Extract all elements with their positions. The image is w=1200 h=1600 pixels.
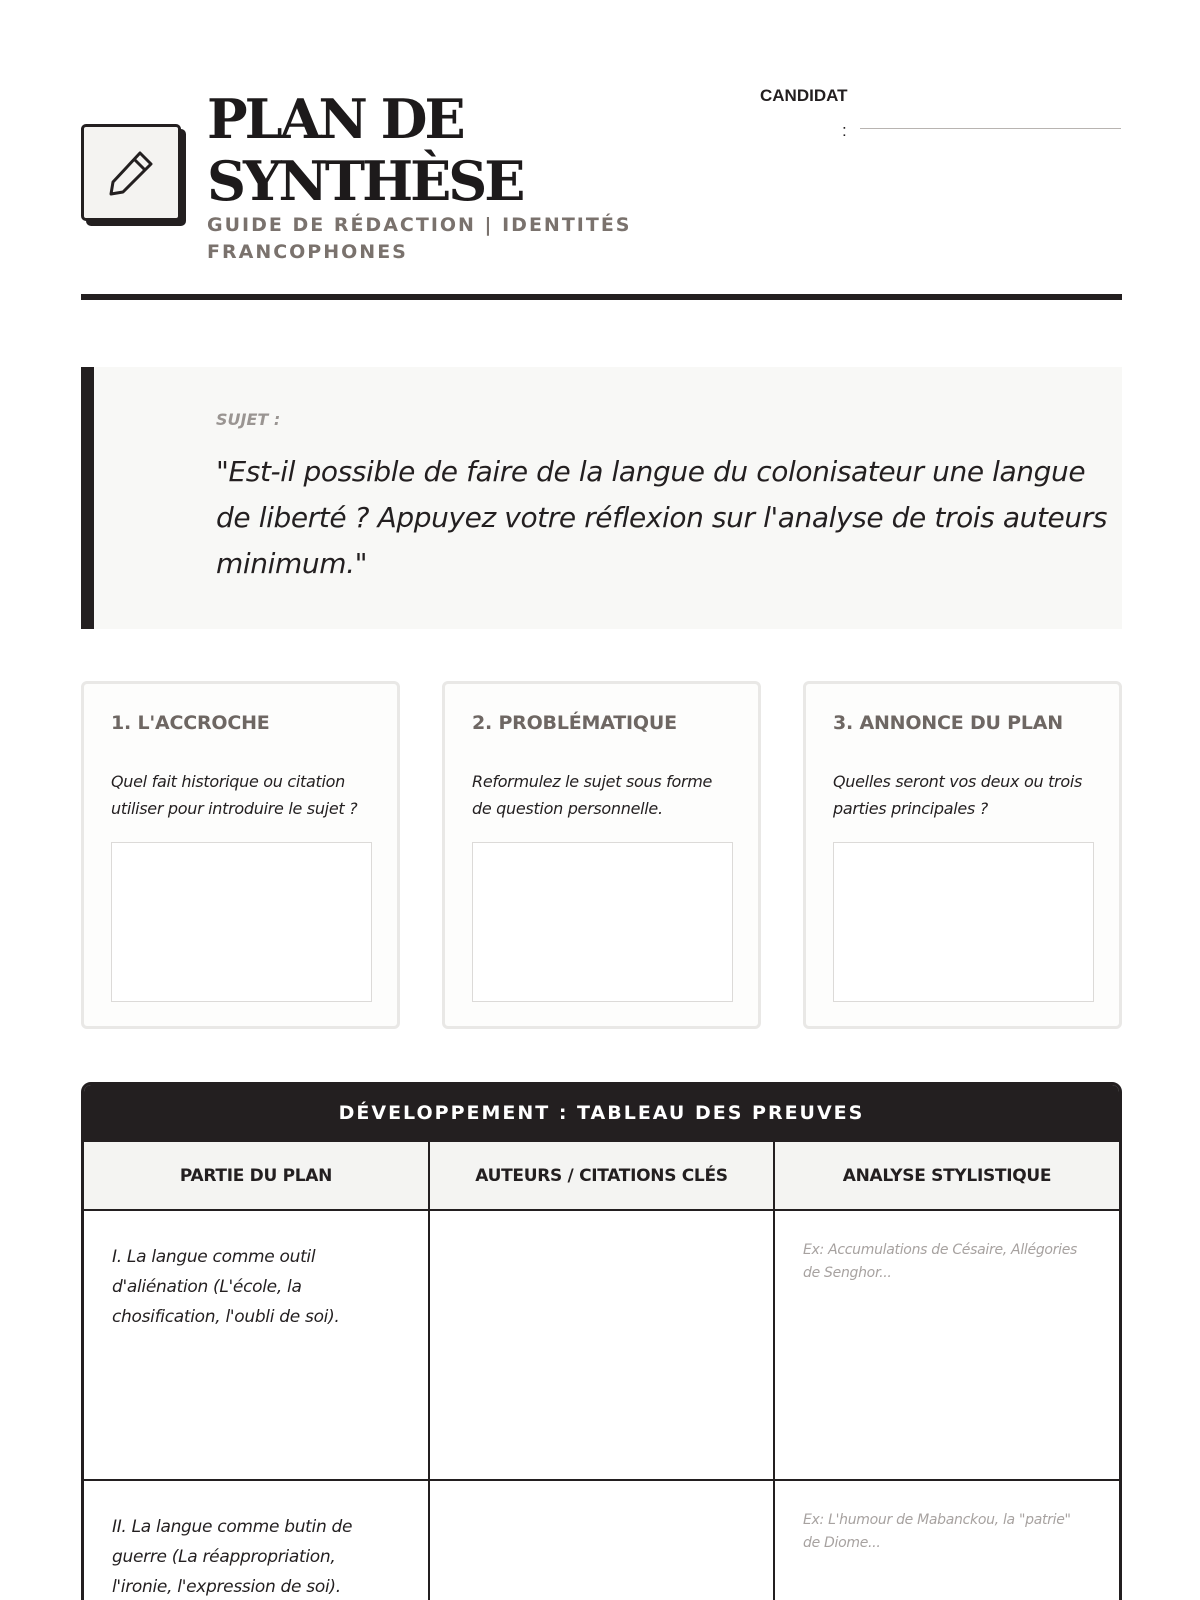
table-header-row — [84, 1141, 1119, 1210]
table-row — [84, 1480, 1119, 1600]
logo-badge — [81, 124, 181, 221]
authors-cell[interactable] — [429, 1210, 774, 1480]
part-cell — [84, 1480, 429, 1600]
annonce-plan-answer-box[interactable] — [833, 842, 1094, 1002]
column-header: PARTIE DU PLAN — [84, 1141, 429, 1210]
column-header: AUTEURS / CITATIONS CLÉS — [429, 1141, 774, 1210]
card-annonce-plan — [803, 681, 1122, 1029]
part-cell — [84, 1210, 429, 1480]
subject-block — [81, 367, 1122, 629]
analysis-hint: Ex: Accumulations de Césaire, Allégories de Senghor... — [803, 1242, 1078, 1281]
accroche-answer-box[interactable] — [111, 842, 372, 1002]
candidat-name-field[interactable] — [860, 128, 1121, 129]
analysis-hint: Ex: L'humour de Mabanckou, la "patrie" de Diome... — [803, 1512, 1071, 1551]
analysis-cell[interactable] — [774, 1210, 1119, 1480]
proof-grid — [84, 1140, 1119, 1600]
page-subtitle: GUIDE DE RÉDACTION | IDENTITÉS FRANCOPHONES — [207, 214, 632, 263]
page-title: PLAN DE SYNTHÈSE — [207, 87, 523, 213]
card-title: 3. ANNONCE DU PLAN — [833, 712, 1064, 734]
part-text: II. La langue comme butin de guerre (La réappropriation, l'ironie, l'expression de soi). — [112, 1517, 353, 1597]
part-text: I. La langue comme outil d'aliénation (L'école, la chosification, l'oubli de soi). — [112, 1247, 340, 1327]
authors-cell[interactable] — [429, 1480, 774, 1600]
problematique-answer-box[interactable] — [472, 842, 733, 1002]
card-title: 1. L'ACCROCHE — [111, 712, 270, 734]
card-prompt: Reformulez le sujet sous forme de question personnelle. — [472, 772, 713, 818]
candidat-label: CANDIDAT — [760, 86, 848, 105]
table-title: DÉVELOPPEMENT : TABLEAU DES PREUVES — [84, 1085, 1119, 1140]
card-accroche — [81, 681, 400, 1029]
table-row — [84, 1210, 1119, 1480]
card-prompt: Quelles seront vos deux ou trois parties principales ? — [833, 772, 1082, 818]
card-title: 2. PROBLÉMATIQUE — [472, 712, 677, 734]
candidat-colon: : — [842, 121, 847, 140]
analysis-cell[interactable] — [774, 1480, 1119, 1600]
subject-label: SUJET : — [216, 410, 281, 429]
column-header: ANALYSE STYLISTIQUE — [774, 1141, 1119, 1210]
subject-text: "Est-il possible de faire de la langue du colonisateur une langue de liberté ? Appuyez votre réflexion sur l'analyse de trois auteurs minimum." — [216, 455, 1108, 580]
card-problematique — [442, 681, 761, 1029]
card-prompt: Quel fait historique ou citation utiliser pour introduire le sujet ? — [111, 772, 358, 818]
proof-table — [81, 1082, 1122, 1600]
header-divider — [81, 294, 1122, 300]
pencil-icon — [103, 145, 159, 201]
